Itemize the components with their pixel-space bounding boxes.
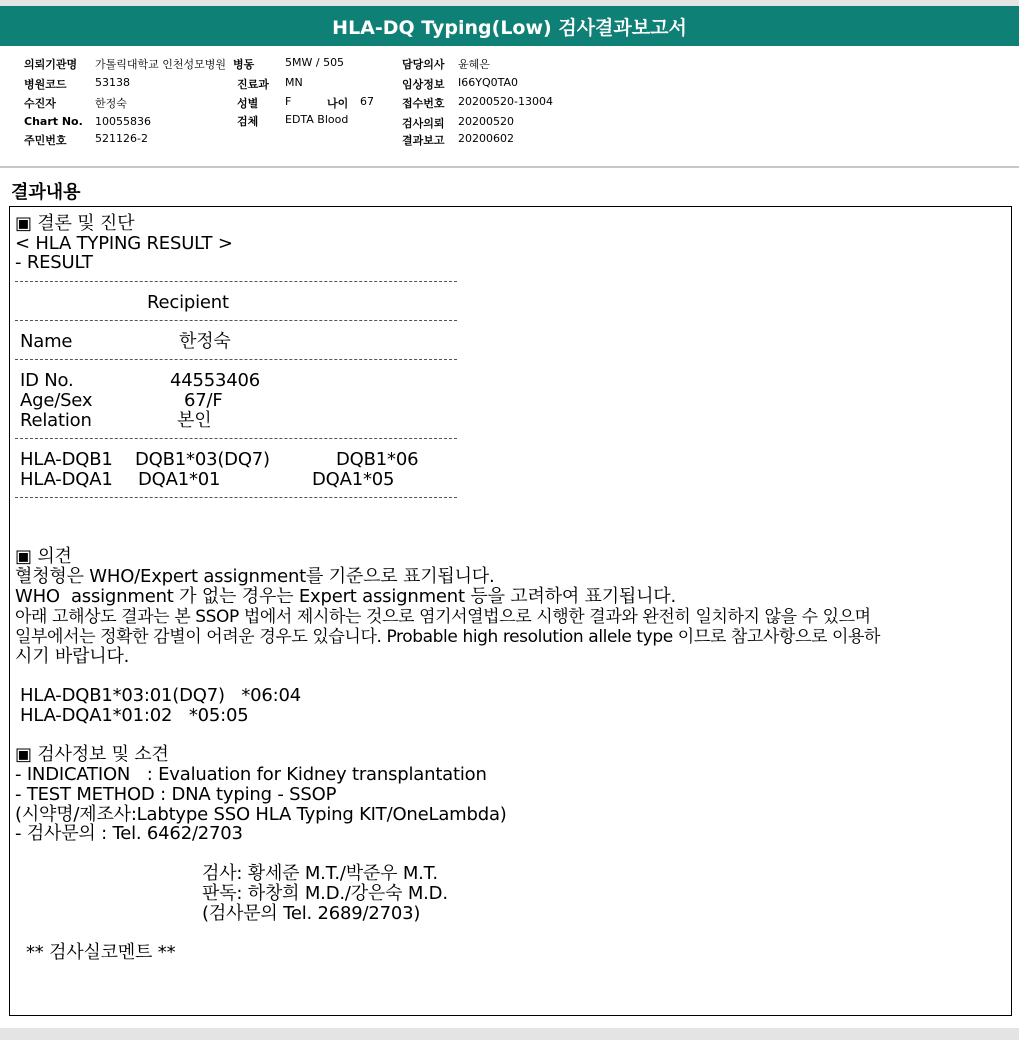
result-heading: - RESULT xyxy=(15,252,93,273)
agesex-value: 67/F xyxy=(184,390,223,411)
indication: - INDICATION : Evaluation for Kidney transplantation xyxy=(15,764,487,785)
result-report-value: 20200602 xyxy=(458,132,514,145)
age-label: 나이 xyxy=(327,97,349,110)
dqa1-label: HLA-DQA1 xyxy=(20,469,113,490)
opinion-line: 혈청형은 WHO/Expert assignment를 기준으로 표기됩니다. xyxy=(15,566,495,587)
hla-result-heading: < HLA TYPING RESULT > xyxy=(15,233,233,254)
divider xyxy=(15,281,457,282)
hr-dqa1: HLA-DQA1*01:02 *05:05 xyxy=(20,705,249,726)
clinical-info-value: I66YQ0TA0 xyxy=(458,76,519,89)
specimen-value: EDTA Blood xyxy=(285,113,349,126)
report-title: HLA-DQ Typing(Low) 검사결과보고서 xyxy=(0,6,1019,46)
opinion-heading: ▣ 의견 xyxy=(15,546,72,567)
dqb1-label: HLA-DQB1 xyxy=(20,449,113,470)
reagent: (시약명/제조사:Labtype SSO HLA Typing KIT/OneLambda) xyxy=(15,804,507,825)
opinion-line: 시기 바랍니다. xyxy=(15,646,130,667)
hospital-code-label: 병원코드 xyxy=(24,78,67,91)
divider xyxy=(15,438,457,439)
lab-comment: ** 검사실코멘트 ** xyxy=(26,942,176,963)
divider xyxy=(15,359,457,360)
id-value: 44553406 xyxy=(170,370,261,391)
name-label: Name xyxy=(20,331,73,352)
divider xyxy=(15,497,457,498)
hr-dqb1: HLA-DQB1*03:01(DQ7) *06:04 xyxy=(20,685,302,706)
dqb1-allele-2: DQB1*06 xyxy=(336,449,419,470)
opinion-line: 아래 고해상도 결과는 본 SSOP 법에서 제시하는 것으로 염기서열법으로 시행한 결과와 완전히 일치하지 않을 수 있으며 xyxy=(15,607,871,627)
section-title: 결과내용 xyxy=(11,182,81,203)
chart-no-value: 10055836 xyxy=(95,115,151,128)
ward-label: 병동 xyxy=(233,58,255,71)
tested-by: 검사: 황세준 M.T./박준우 M.T. xyxy=(202,863,438,884)
dqa1-allele-1: DQA1*01 xyxy=(138,469,221,490)
test-request-value: 20200520 xyxy=(458,115,514,128)
chart-no-label: Chart No. xyxy=(24,115,83,128)
dqb1-allele-1: DQB1*03(DQ7) xyxy=(135,449,270,470)
receipt-no-label: 접수번호 xyxy=(402,97,445,110)
result-content-box xyxy=(9,206,1012,1016)
patient-value: 한정숙 xyxy=(95,97,127,110)
contact: (검사문의 Tel. 2689/2703) xyxy=(202,903,421,924)
patient-info-header xyxy=(0,46,1019,168)
institution-label: 의뢰기관명 xyxy=(24,58,78,71)
inquiry: - 검사문의 : Tel. 6462/2703 xyxy=(15,823,243,844)
test-request-label: 검사의뢰 xyxy=(402,117,445,130)
opinion-line: WHO assignment 가 없는 경우는 Expert assignment 등을 고려하여 표기됩니다. xyxy=(15,586,677,607)
resident-no-label: 주민번호 xyxy=(24,134,67,147)
sex-value: F xyxy=(285,95,292,108)
testinfo-heading: ▣ 검사정보 및 소견 xyxy=(15,744,169,765)
ward-value: 5MW / 505 xyxy=(285,56,345,69)
bottom-gray-strip xyxy=(0,1028,1019,1040)
receipt-no-value: 20200520-13004 xyxy=(458,95,553,108)
doctor-label: 담당의사 xyxy=(402,58,445,71)
test-method: - TEST METHOD : DNA typing - SSOP xyxy=(15,784,337,805)
opinion-line: 일부에서는 정확한 감별이 어려운 경우도 있습니다. Probable high resolution allele type 이므로 참고사항으로 이용하 xyxy=(15,627,881,647)
sex-label: 성별 xyxy=(237,97,259,110)
read-by: 판독: 하창희 M.D./강은숙 M.D. xyxy=(202,883,448,904)
result-report-label: 결과보고 xyxy=(402,134,445,147)
divider xyxy=(15,320,457,321)
doctor-value: 윤혜은 xyxy=(458,58,490,71)
recipient-label: Recipient xyxy=(147,292,229,313)
dqa1-allele-2: DQA1*05 xyxy=(312,469,395,490)
relation-label: Relation xyxy=(20,410,92,431)
agesex-label: Age/Sex xyxy=(20,390,93,411)
patient-label: 수진자 xyxy=(24,97,56,110)
name-value: 한정숙 xyxy=(179,331,231,352)
hospital-code-value: 53138 xyxy=(95,76,130,89)
id-label: ID No. xyxy=(20,370,74,391)
relation-value: 본인 xyxy=(177,410,212,431)
specimen-label: 검체 xyxy=(237,115,259,128)
age-value: 67 xyxy=(360,95,374,108)
conclusion-heading: ▣ 결론 및 진단 xyxy=(15,213,135,234)
department-label: 진료과 xyxy=(237,78,269,91)
department-value: MN xyxy=(285,76,303,89)
clinical-info-label: 임상정보 xyxy=(402,78,445,91)
resident-no-value: 521126-2 xyxy=(95,132,148,145)
institution-value: 가톨릭대학교 인천성모병원 xyxy=(95,58,227,71)
